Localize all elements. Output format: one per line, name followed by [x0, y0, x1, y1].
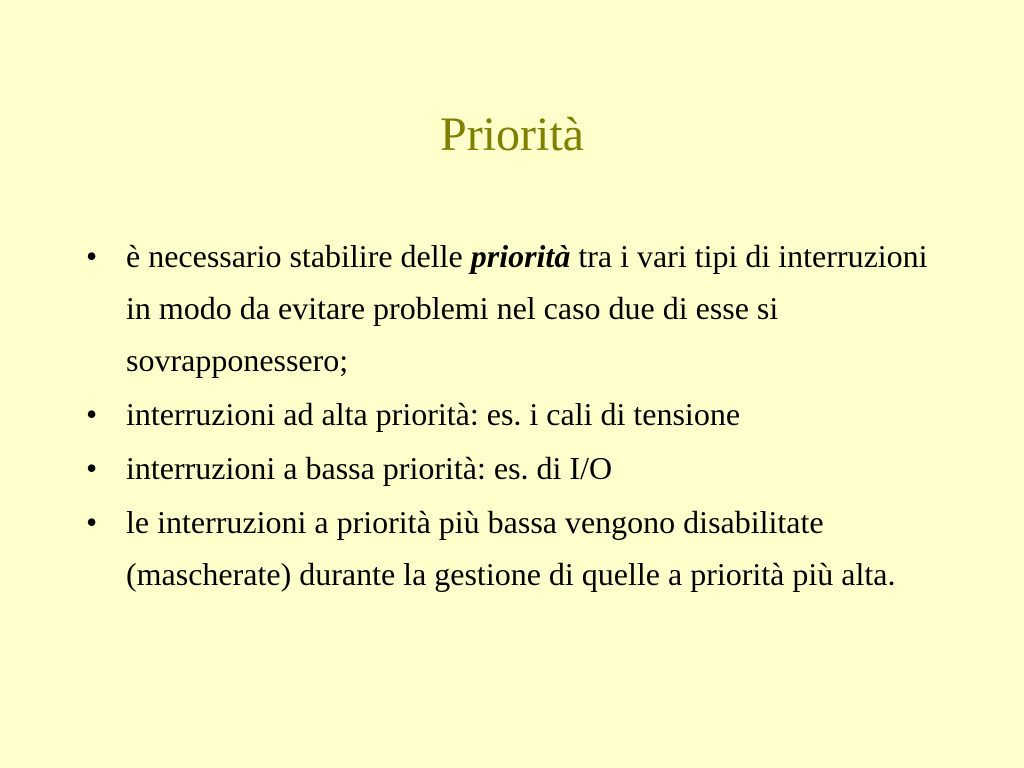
bullet-text: interruzioni a bassa priorità: es. di I/O: [126, 450, 613, 486]
emphasized-term: priorità: [470, 238, 571, 274]
bullet-text: le interruzioni a priorità più bassa vengono disabilitate (mascherate) durante la gestione di quelle a priorità più alta.: [126, 504, 896, 592]
bullet-marker: •: [86, 238, 98, 274]
bullet-text-end: tra i vari tipi di interruzioni in modo da evitare problemi nel caso due di esse si sovrapponessero;: [126, 238, 928, 378]
bullet-text-start: è necessario stabilire delle: [126, 238, 471, 274]
slide-title: Priorità: [440, 108, 584, 161]
bullet-item: [86, 230, 946, 386]
bullet-list: [86, 230, 946, 602]
bullet-marker: •: [86, 504, 98, 540]
bullet-text: interruzioni ad alta priorità: es. i cali di tensione: [126, 396, 741, 432]
bullet-item: [86, 496, 946, 600]
bullet-item: [86, 388, 946, 440]
bullet-text: [126, 238, 928, 378]
bullet-marker: •: [86, 396, 98, 432]
bullet-marker: •: [86, 450, 98, 486]
bullet-item: [86, 442, 946, 494]
